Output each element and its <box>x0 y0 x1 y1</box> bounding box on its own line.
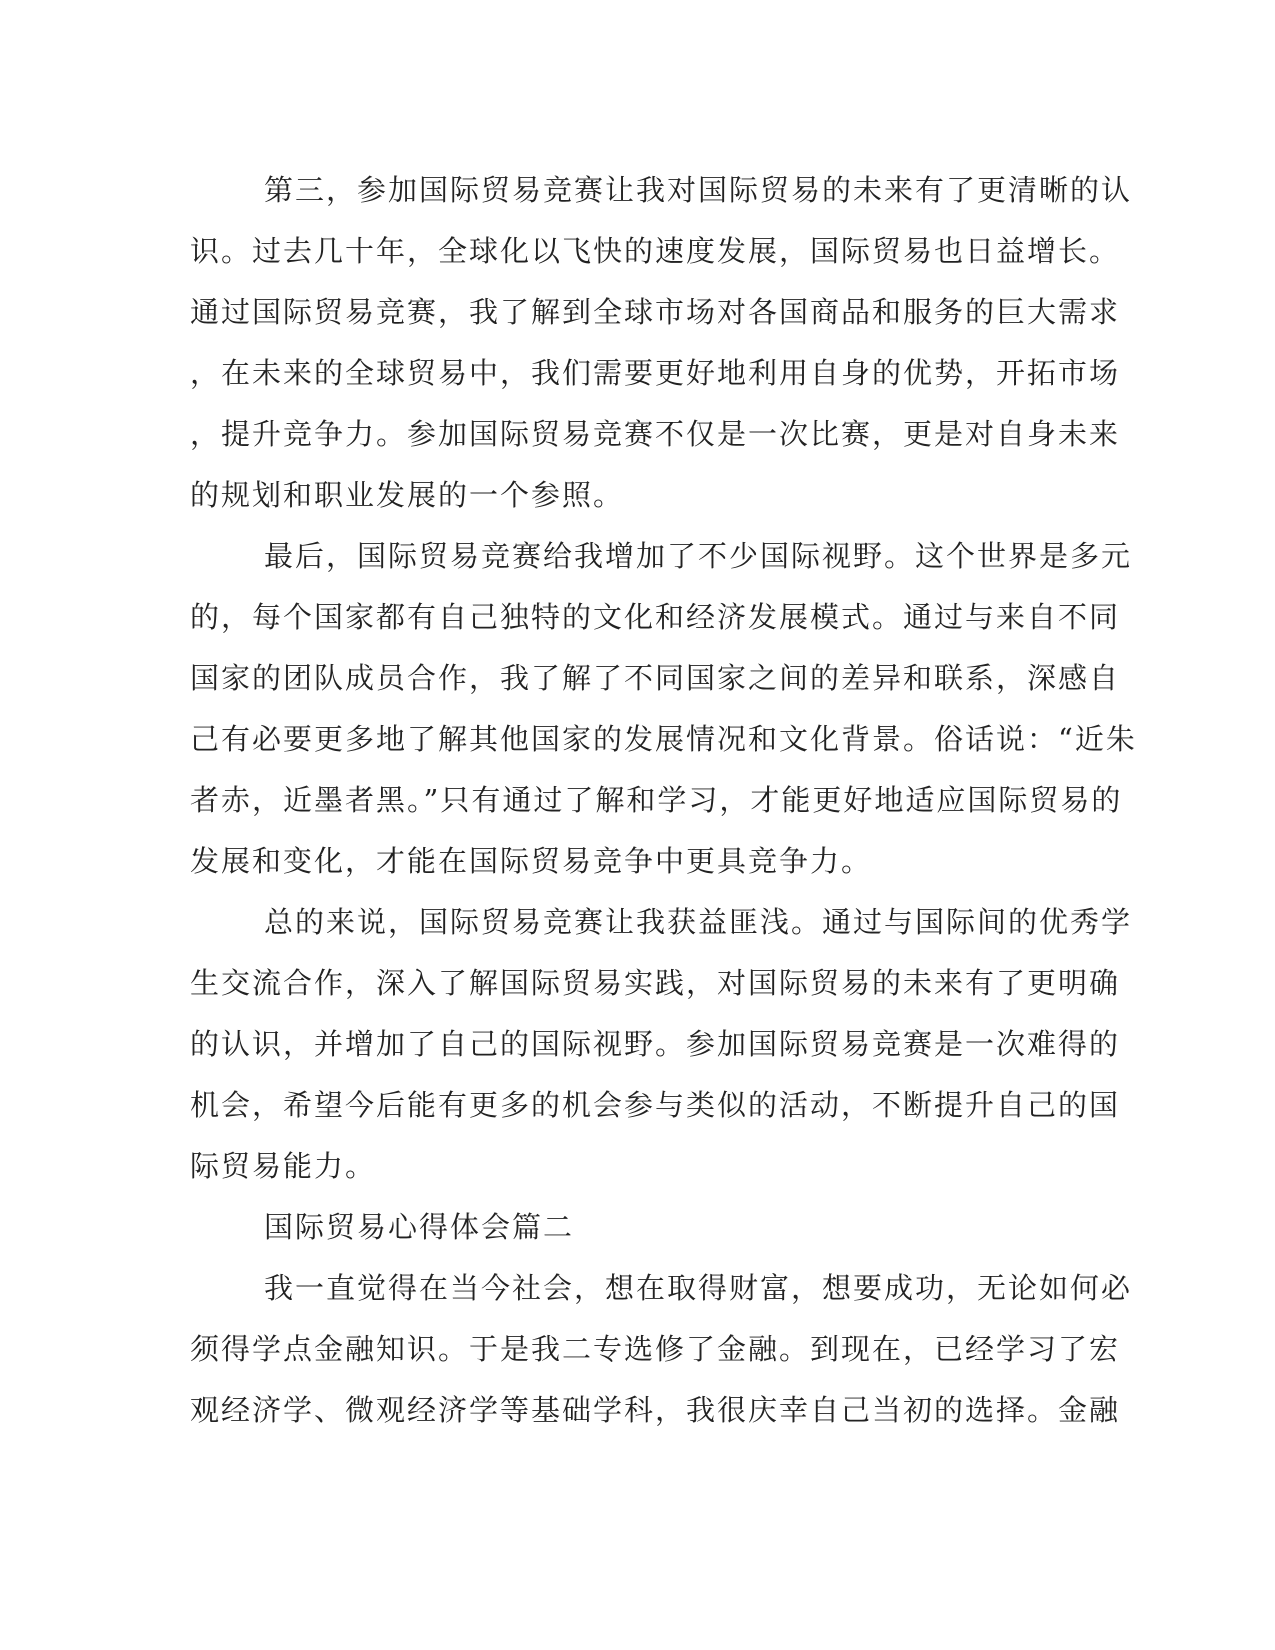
paragraph-finance <box>190 1258 1133 1441</box>
paragraph-line: 生交流合作，深入了解国际贸易实践，对国际贸易的未来有了更明确 <box>190 966 1121 1000</box>
paragraph-summary <box>190 892 1133 1197</box>
paragraph-line: 国家的团队成员合作，我了解了不同国家之间的差异和联系，深感自 <box>190 661 1121 695</box>
paragraph-line: 的，每个国家都有自己独特的文化和经济发展模式。通过与来自不同 <box>190 600 1121 634</box>
paragraph-line: 发展和变化，才能在国际贸易竞争中更具竞争力。 <box>190 844 873 878</box>
paragraph-line: 我一直觉得在当今社会，想在取得财富，想要成功，无论如何必 <box>264 1271 1133 1305</box>
paragraph-line: 须得学点金融知识。于是我二专选修了金融。到现在，已经学习了宏 <box>190 1332 1121 1366</box>
paragraph-line: 第三，参加国际贸易竞赛让我对国际贸易的未来有了更清晰的认 <box>264 173 1133 207</box>
paragraph-line: 识。过去几十年，全球化以飞快的速度发展，国际贸易也日益增长。 <box>190 234 1121 268</box>
paragraph-line: ，提升竞争力。参加国际贸易竞赛不仅是一次比赛，更是对自身未来 <box>190 417 1121 451</box>
paragraph-line: 通过国际贸易竞赛，我了解到全球市场对各国商品和服务的巨大需求 <box>190 295 1121 329</box>
paragraph-line: 际贸易能力。 <box>190 1149 377 1183</box>
paragraph-third-point <box>190 160 1133 526</box>
paragraph-finally <box>190 526 1137 892</box>
document-body <box>190 160 1137 1441</box>
paragraph-line: 的认识，并增加了自己的国际视野。参加国际贸易竞赛是一次难得的 <box>190 1027 1121 1061</box>
paragraph-line: 的规划和职业发展的一个参照。 <box>190 478 625 512</box>
section-heading <box>190 1197 1090 1258</box>
paragraph-line: 最后，国际贸易竞赛给我增加了不少国际视野。这个世界是多元 <box>264 539 1133 573</box>
paragraph-line: 观经济学、微观经济学等基础学科，我很庆幸自己当初的选择。金融 <box>190 1393 1121 1427</box>
paragraph-line: 己有必要更多地了解其他国家的发展情况和文化背景。俗话说：“近朱 <box>190 722 1137 756</box>
section-title: 国际贸易心得体会篇二 <box>264 1210 575 1244</box>
paragraph-line: 者赤，近墨者黑。”只有通过了解和学习，才能更好地适应国际贸易的 <box>190 783 1123 817</box>
paragraph-line: 总的来说，国际贸易竞赛让我获益匪浅。通过与国际间的优秀学 <box>264 905 1133 939</box>
paragraph-line: ，在未来的全球贸易中，我们需要更好地利用自身的优势，开拓市场 <box>190 356 1121 390</box>
paragraph-line: 机会，希望今后能有更多的机会参与类似的活动，不断提升自己的国 <box>190 1088 1121 1122</box>
